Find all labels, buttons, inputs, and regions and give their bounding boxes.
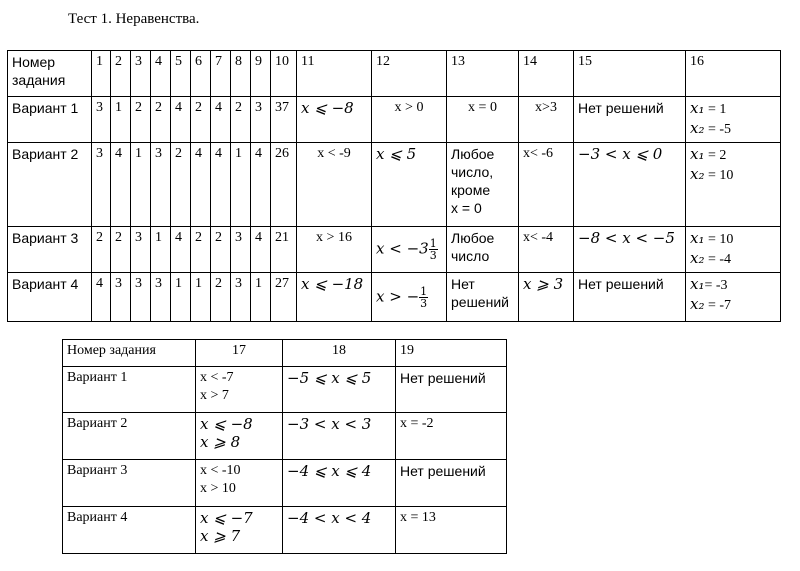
answer-cell: 1 [171, 273, 191, 322]
answers-table-2 [62, 339, 507, 554]
col-header: 14 [519, 51, 574, 97]
fraction-denominator: 3 [429, 249, 437, 262]
root-var: x₂ [690, 249, 705, 267]
answer-cell: 4 [171, 97, 191, 143]
row-label: Вариант 2 [8, 143, 92, 227]
row-label: Вариант 1 [63, 367, 196, 413]
answer-cell: x ⩽ −18 [297, 273, 372, 322]
col-header: 11 [297, 51, 372, 97]
answer-cell: x > 16 [297, 227, 372, 273]
answer-cell: 2 [171, 143, 191, 227]
answer-cell [686, 143, 781, 227]
table-row [63, 460, 507, 507]
answer-cell: 4 [211, 143, 231, 227]
answer-cell: −4 < x < 4 [283, 507, 396, 554]
answer-cell: Нет решений [574, 97, 686, 143]
answer-cell [686, 97, 781, 143]
answer-cell [196, 413, 283, 460]
text-line: x = 0 [451, 200, 482, 216]
col-header: 4 [151, 51, 171, 97]
answer-cell: 2 [151, 97, 171, 143]
answer-cell: x ⩾ 3 [519, 273, 574, 322]
answer-cell: 3 [131, 227, 151, 273]
answer-cell: Нет решений [396, 367, 507, 413]
table-row [63, 367, 507, 413]
answer-cell [447, 227, 519, 273]
row-label: Вариант 4 [63, 507, 196, 554]
root-var: x₁ [690, 99, 705, 117]
answer-cell: x > 0 [372, 97, 447, 143]
fraction-numerator: 1 [429, 237, 437, 250]
answer-cell: 2 [191, 227, 211, 273]
answer-cell: 4 [251, 143, 271, 227]
answer-cell [196, 507, 283, 554]
answer-cell: 4 [191, 143, 211, 227]
col-header: 17 [196, 340, 283, 367]
answer-cell: 4 [251, 227, 271, 273]
col-header: 7 [211, 51, 231, 97]
text-line: число [451, 248, 490, 264]
text-line: кроме [451, 182, 491, 198]
fraction-denominator: 3 [420, 296, 428, 310]
col-header: 2 [111, 51, 131, 97]
answer-cell: 1 [191, 273, 211, 322]
answer-cell: 3 [231, 273, 251, 322]
text-line: x ⩾ 7 [200, 527, 241, 545]
expr: x < −3 [376, 239, 429, 258]
fraction [429, 238, 438, 261]
row-label: Вариант 1 [8, 97, 92, 143]
table-row [63, 507, 507, 554]
row-label: Вариант 4 [8, 273, 92, 322]
col-header: 18 [283, 340, 396, 367]
answer-cell: x < -9 [297, 143, 372, 227]
col-header: 12 [372, 51, 447, 97]
col-header: 3 [131, 51, 151, 97]
col-header: 6 [191, 51, 211, 97]
text-line: x < -10 [200, 463, 241, 478]
text-line: x > 7 [200, 388, 229, 403]
root-val: = 1 [704, 102, 727, 117]
root-val: = 2 [704, 148, 727, 163]
col-header: 5 [171, 51, 191, 97]
col-header: 16 [686, 51, 781, 97]
table2-header-label: Номер задания [63, 340, 196, 367]
expr: x > − [376, 287, 420, 305]
root-val: = -3 [704, 278, 728, 293]
root-val: = -4 [704, 252, 732, 267]
table2-header-row [63, 340, 507, 367]
answer-cell: 4 [171, 227, 191, 273]
table-row [8, 227, 781, 273]
answer-cell: −4 ⩽ x ⩽ 4 [283, 460, 396, 507]
answer-cell [686, 227, 781, 273]
text-line: Любое [451, 146, 495, 162]
answer-cell: 4 [211, 97, 231, 143]
answer-cell: −8 < x < −5 [574, 227, 686, 273]
answer-cell: x = 13 [396, 507, 507, 554]
col-header: 13 [447, 51, 519, 97]
answer-cell [196, 367, 283, 413]
answer-cell: 2 [131, 97, 151, 143]
root-val: = 10 [704, 232, 734, 247]
answer-cell: 2 [211, 273, 231, 322]
answer-cell: x< -4 [519, 227, 574, 273]
answer-cell: 1 [231, 143, 251, 227]
answer-cell: x>3 [519, 97, 574, 143]
root-var: x₂ [690, 165, 705, 183]
answer-cell: −3 < x < 3 [283, 413, 396, 460]
page-title: Тест 1. Неравенства. [68, 11, 200, 27]
root-var: x₁ [690, 229, 705, 247]
answer-cell: 3 [92, 97, 111, 143]
answer-cell: 1 [111, 97, 131, 143]
root-val: = -7 [704, 298, 732, 313]
text-line: x > 10 [200, 481, 236, 496]
answer-cell: 3 [251, 97, 271, 143]
answer-cell: 3 [92, 143, 111, 227]
answer-cell: x = -2 [396, 413, 507, 460]
answer-cell: 2 [211, 227, 231, 273]
answer-cell [447, 143, 519, 227]
answer-cell: 3 [151, 273, 171, 322]
answer-cell: x< -6 [519, 143, 574, 227]
col-header: 8 [231, 51, 251, 97]
text-line: x < -7 [200, 370, 234, 385]
root-var: x₂ [690, 119, 705, 137]
answer-cell: 2 [191, 97, 211, 143]
answer-cell: 27 [271, 273, 297, 322]
table-row [8, 97, 781, 143]
fraction [419, 286, 428, 309]
answer-cell: 2 [111, 227, 131, 273]
answer-cell: 1 [251, 273, 271, 322]
answer-cell [372, 227, 447, 273]
answer-cell [686, 273, 781, 322]
col-header: 9 [251, 51, 271, 97]
answer-cell: 2 [92, 227, 111, 273]
answer-cell: −5 ⩽ x ⩽ 5 [283, 367, 396, 413]
answers-table-1 [7, 50, 781, 322]
table1-header-label: Номер задания [8, 51, 92, 97]
answer-cell: 26 [271, 143, 297, 227]
answer-cell: 3 [111, 273, 131, 322]
col-header: 1 [92, 51, 111, 97]
answer-cell: 1 [151, 227, 171, 273]
root-var: x₁ [690, 275, 705, 293]
answer-cell: x = 0 [447, 97, 519, 143]
answer-cell: 2 [231, 97, 251, 143]
answer-cell: x ⩽ 5 [372, 143, 447, 227]
answer-cell: 4 [92, 273, 111, 322]
answer-cell: 3 [131, 273, 151, 322]
answer-cell [372, 273, 447, 322]
col-header: 10 [271, 51, 297, 97]
answer-cell: −3 < x ⩽ 0 [574, 143, 686, 227]
root-var: x₁ [690, 145, 705, 163]
text-line: Нет [451, 276, 475, 292]
answer-cell: Нет решений [574, 273, 686, 322]
answer-cell: 4 [111, 143, 131, 227]
answer-cell: 37 [271, 97, 297, 143]
answer-cell: x ⩽ −8 [297, 97, 372, 143]
col-header: 15 [574, 51, 686, 97]
answer-cell: 21 [271, 227, 297, 273]
table-row [8, 143, 781, 227]
text-line: x ⩾ 8 [200, 433, 241, 451]
row-label: Вариант 2 [63, 413, 196, 460]
answer-cell [196, 460, 283, 507]
answer-cell: 1 [131, 143, 151, 227]
answer-cell: 3 [231, 227, 251, 273]
table-row [8, 273, 781, 322]
root-var: x₂ [690, 295, 705, 313]
text-line: число, [451, 164, 494, 180]
row-label: Вариант 3 [8, 227, 92, 273]
answer-cell [447, 273, 519, 322]
answer-cell: 3 [151, 143, 171, 227]
row-label: Вариант 3 [63, 460, 196, 507]
fraction-numerator: 1 [420, 284, 428, 298]
text-line: Любое [451, 230, 495, 246]
col-header: 19 [396, 340, 507, 367]
table-row [63, 413, 507, 460]
text-line: решений [451, 294, 509, 310]
answer-cell: Нет решений [396, 460, 507, 507]
root-val: = -5 [704, 122, 732, 137]
root-val: = 10 [704, 168, 734, 183]
text-line: x ⩽ −8 [200, 415, 253, 433]
text-line: x ⩽ −7 [200, 509, 253, 527]
table1-header-row [8, 51, 781, 97]
